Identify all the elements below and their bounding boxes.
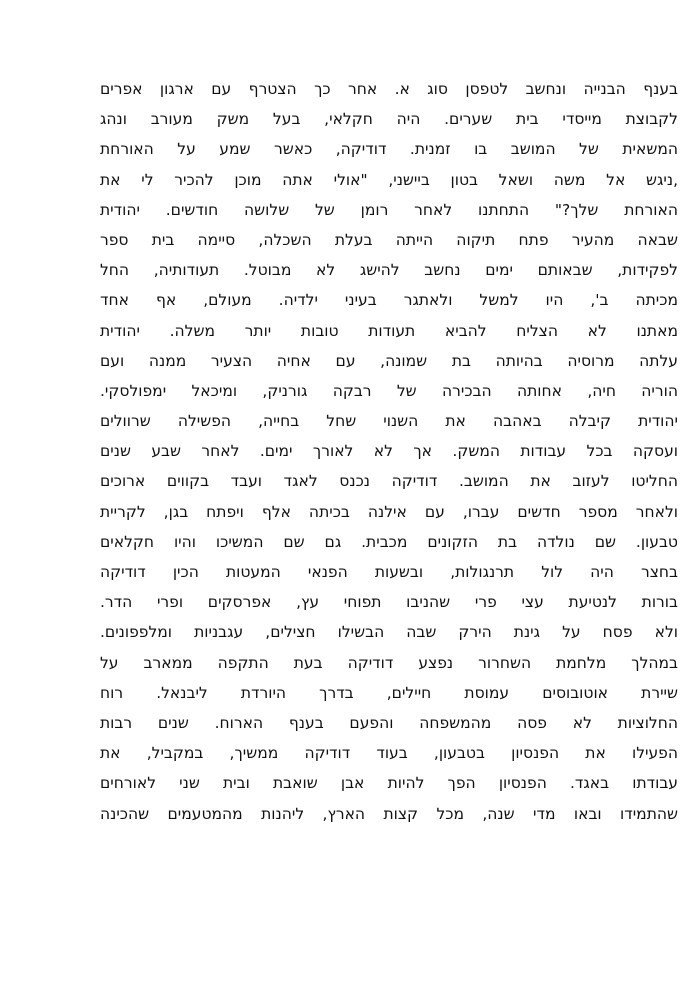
text-line: עבודתו באגד. הפנסיון הפך להיות אבן שואבת ובית שני לאורחים xyxy=(100,774,678,793)
text-line: שבאה מהעיר פתח תיקוה הייתה בעלת השכלה, סיימה בית ספר xyxy=(100,230,678,249)
text-line: ולאחר מספר חדשים עברו, עם אילנה בכיתה אלף ויפתח בגן, לקריית xyxy=(100,502,678,521)
text-line: הפעילו את הפנסיון בטבעון, בעוד דודיקה ממשיך, במקביל, את xyxy=(100,744,678,763)
text-line: שהתמידו ובאו מדי שנה, מכל קצות הארץ, ליהנות מהמטעמים שהכינה xyxy=(100,804,678,823)
text-line: ועסקה בכל עבודות המשק. אך לא לאורך ימים. לאחר שבע שנים xyxy=(100,442,678,461)
body-text xyxy=(100,74,678,829)
text-line: האורחת שלך?" התחתנו לאחר רומן של שלושה חודשים. יהודית xyxy=(100,200,678,219)
text-line: החליטו לעזוב את המושב. דודיקה נכנס לאגד ועבד בקווים ארוכים xyxy=(100,472,678,491)
text-line: בורות לנטיעת עצי פרי שהניבו תפוחי עץ, אפרסקים ופרי הדר. xyxy=(100,593,678,612)
text-line: בחצר היה לול תרנגולות, ובשעות הפנאי המעטות הכין דודיקה xyxy=(100,563,678,581)
text-line: בענף הבנייה ונחשב לטפסן סוג א. אחר כך הצטרף עם ארגון אפרים xyxy=(100,80,678,98)
text-line: עלתה מרוסיה בהיותה בת שמונה, עם אחיה הצעיר ממנה ועם xyxy=(100,351,678,370)
text-line: לקבוצת מייסדי בית שערים. היה חקלאי, בעל משק מעורב ונהג xyxy=(100,110,678,129)
text-line: שיירת אוטובוסים עמוסת חיילים, בדרך היורדת ליבנאל. רוח xyxy=(100,683,678,702)
text-line: טבעון. שם נולדה בת הזקונים מכבית. גם שם המשיכו והיו חקלאים xyxy=(100,532,678,551)
text-line: ולא פסח על גינת הירק שבה הבשילו חצילים, עגבניות ומלפפונים. xyxy=(100,623,678,642)
text-line: יהודית קיבלה באהבה את השנוי שחל בחייה, הפשילה שרוולים xyxy=(100,412,678,431)
text-line: מכיתה ב', היו למשל ולאתגר בעיני ילדיה. מעולם, אף אחד xyxy=(100,291,678,310)
text-line: ,ניגש אל משה ושאל בטון ביישני, "אולי אתה מוכן להכיר לי את xyxy=(100,170,678,189)
text-line: המשאית של המושב בו זמנית. דודיקה, כאשר שמע על האורחת xyxy=(100,140,678,159)
text-line: לפקידות, שבאותם ימים נחשב להישג לא מבוטל. תעודותיה, החל xyxy=(100,261,678,280)
text-line: החלוציות לא פסה מהמשפחה והפעם בענף הארוח. שנים רבות xyxy=(100,713,678,732)
text-line: במהלך מלחמת השחרור נפצע דודיקה בעת התקפה ממארב על xyxy=(100,653,678,672)
text-line: מאתנו לא הצליח להביא תעודות טובות יותר משלה. יהודית xyxy=(100,321,678,340)
text-line: הוריה חיה, אחותה הבכירה של רבקה גורניק, ומיכאל ימפולסקי. xyxy=(100,381,678,400)
